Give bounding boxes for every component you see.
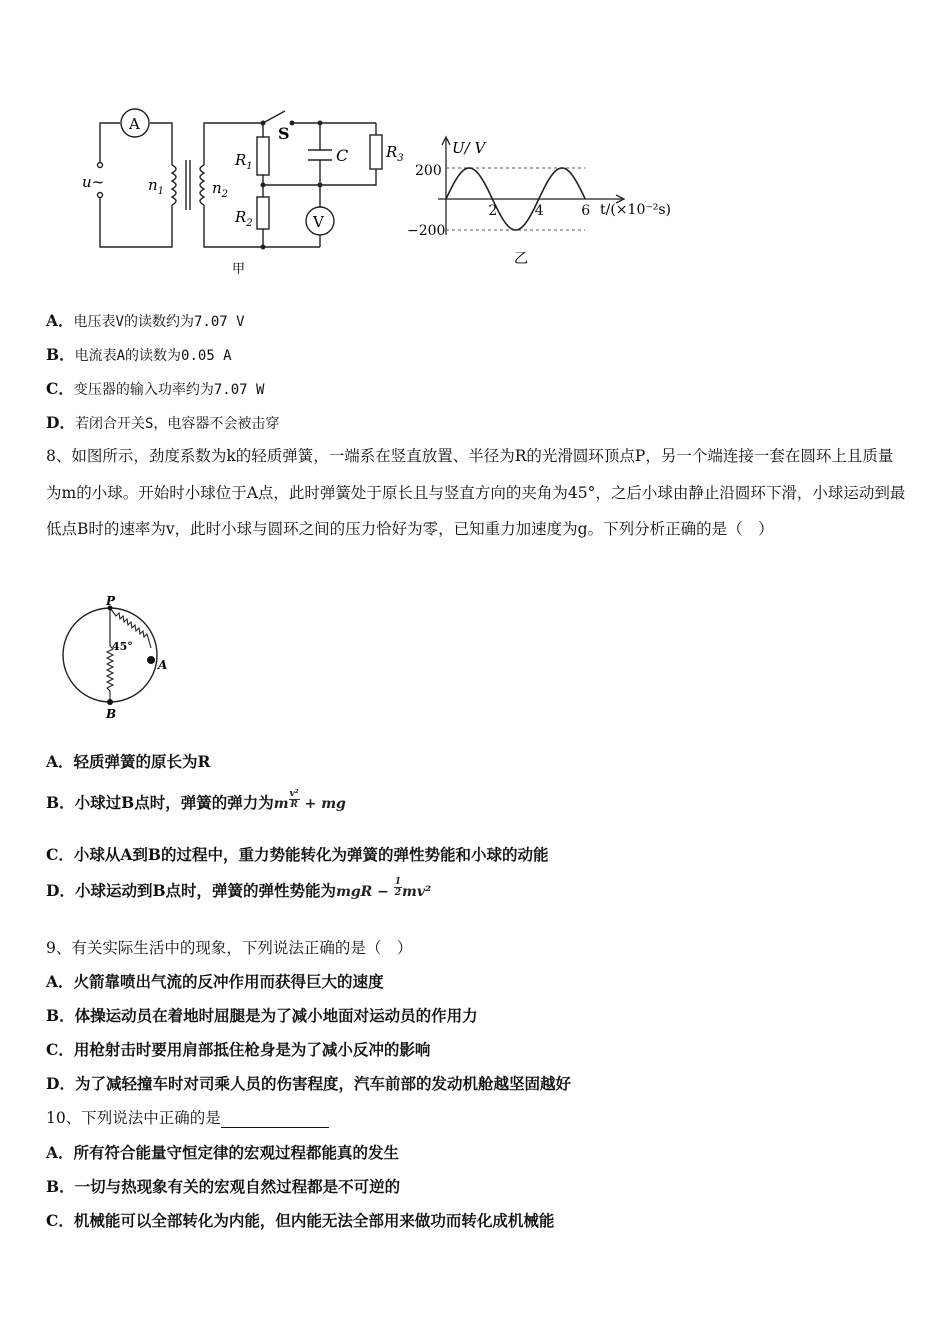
q8-option-b: B．小球过B点时，弹簧的弹力为m $\frac{\text{v²}}{R}$ + mg	[46, 788, 346, 812]
q10-option-b: B．一切与热现象有关的宏观自然过程都是不可逆的	[46, 1177, 401, 1196]
graph-x-tick-4: 4	[534, 203, 544, 219]
q8-ring-figure	[55, 592, 170, 722]
formula-b: m $\frac{\text{v²}}{R}$ + mg	[273, 788, 346, 812]
graph-x-label: t/(×10⁻²s)	[600, 202, 671, 218]
q8-stem: 8、如图所示，劲度系数为k的轻质弹簧，一端系在竖直放置、半径为R的光滑圆环顶点P，另一个端连接一套在圆环上且质量为m的小球。开始时小球位于A点，此时弹簧处于原长且与竖直方向的夹角为45°，之后小球由静止沿圆环下滑，小球运动到最低点B时的速率为v，此时小球与圆环之间的压力恰好为零，已知重力加速度为g。下列分析正确的是（ ）	[46, 447, 906, 538]
circuit-diagram	[80, 105, 420, 280]
q10-option-a: A．所有符合能量守恒定律的宏观过程都能真的发生	[46, 1143, 400, 1162]
q9-stem: 9、有关实际生活中的现象，下列说法正确的是（ ）	[46, 939, 413, 957]
switch-label: S	[278, 124, 290, 143]
q7-option-d: D．若闭合开关S，电容器不会被击穿	[46, 413, 280, 432]
q9-option-d: D．为了减轻撞车时对司乘人员的伤害程度，汽车前部的发动机舱越坚固越好	[46, 1074, 571, 1093]
r3-label: $R_3$	[386, 143, 404, 164]
q9-option-b: B．体操运动员在着地时屈腿是为了减小地面对运动员的作用力	[46, 1006, 478, 1025]
figure-caption-jia: 甲	[232, 262, 246, 277]
q10-option-c: C．机械能可以全部转化为内能，但内能无法全部用来做功而转化成机械能	[46, 1211, 555, 1230]
graph-y-bottom: −200	[407, 223, 446, 239]
voltage-graph	[400, 135, 690, 270]
q8-option-d: D．小球运动到B点时，弹簧的弹性势能为mgR − $\frac{1}{2}$ mv²	[46, 876, 432, 900]
r1-label: $R_1$	[235, 151, 253, 172]
n2-label: $n_2$	[212, 179, 229, 200]
graph-y-label: U/ V	[452, 139, 486, 157]
q10-stem: 10、下列说法中正确的是	[46, 1108, 329, 1128]
q7-option-b: B．电流表A的读数为0.05 A	[46, 345, 232, 364]
source-label: u~	[82, 173, 105, 191]
graph-x-tick-6: 6	[581, 203, 591, 219]
figure-caption-yi: 乙	[514, 251, 528, 267]
capacitor-label: C	[336, 146, 349, 165]
q9-option-c: C．用枪射击时要用肩部抵住枪身是为了减小反冲的影响	[46, 1040, 431, 1059]
q9-option-a: A．火箭靠喷出气流的反冲作用而获得巨大的速度	[46, 972, 384, 991]
graph-y-top: 200	[415, 163, 442, 179]
voltmeter-label: V	[313, 213, 324, 231]
r2-label: $R_2$	[235, 208, 253, 229]
graph-x-tick-2: 2	[488, 203, 498, 219]
q8-option-c: C．小球从A到B的过程中，重力势能转化为弹簧的弹性势能和小球的动能	[46, 845, 549, 864]
q7-option-a: A．电压表V的读数约为7.07 V	[46, 311, 245, 330]
point-p-label: P	[106, 594, 116, 608]
ammeter-label: A	[129, 115, 140, 133]
formula-d: mgR − $\frac{1}{2}$ mv²	[336, 876, 432, 900]
q8-option-a: A．轻质弹簧的原长为R	[46, 752, 211, 771]
point-a-label: A	[158, 658, 168, 672]
answer-blank[interactable]	[221, 1111, 329, 1128]
angle-label: 45°	[112, 640, 133, 653]
n1-label: $n_1$	[148, 176, 165, 197]
point-b-label: B	[106, 707, 117, 721]
q7-option-c: C．变压器的输入功率约为7.07 W	[46, 379, 265, 398]
